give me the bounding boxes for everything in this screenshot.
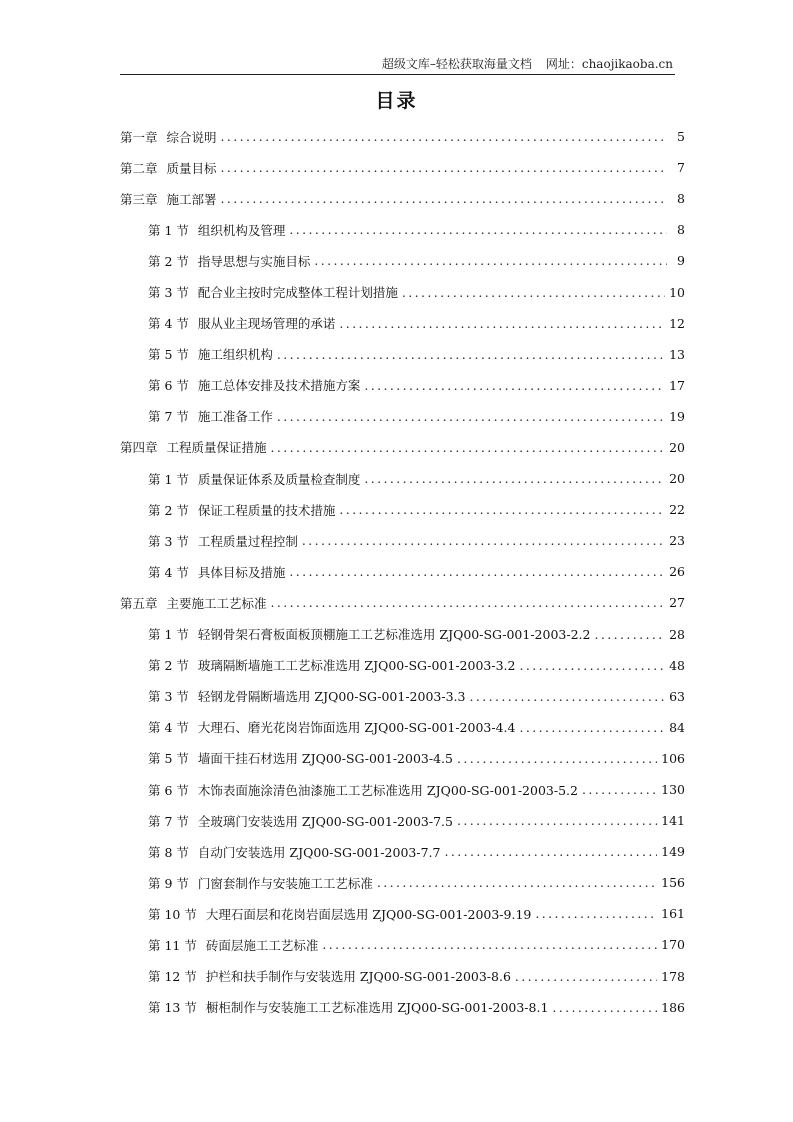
toc-section-row[interactable]: [120, 370, 685, 401]
toc-entry-label: [120, 594, 267, 612]
toc-chapter-row[interactable]: [120, 121, 685, 152]
toc-dot-leader: [535, 906, 657, 921]
toc-section-row[interactable]: [120, 712, 685, 743]
toc-entry-title: 砖面层施工工艺标准: [205, 937, 319, 953]
toc-dot-leader: [277, 409, 665, 424]
toc-dot-leader: [322, 937, 657, 952]
toc-page-number: 63: [669, 688, 685, 704]
toc-entry-title: 具体目标及措施: [197, 564, 286, 580]
toc-dot-leader: [289, 564, 665, 579]
toc-page-number: 23: [669, 533, 685, 549]
toc-entry-label: [148, 563, 285, 581]
toc-entry-label: [148, 376, 360, 394]
toc-page-number: 19: [669, 408, 685, 424]
table-of-contents: [120, 121, 685, 1023]
toc-entry-number: 第 2 节: [148, 253, 189, 269]
toc-page-number: 130: [661, 782, 685, 798]
toc-section-row[interactable]: [120, 463, 685, 494]
toc-entry-label: [148, 687, 465, 705]
toc-entry-number: 第 4 节: [148, 720, 189, 736]
toc-dot-leader: [271, 440, 666, 455]
toc-entry-number: 第 3 节: [148, 285, 189, 301]
toc-entry-title: 工程质量保证措施: [166, 440, 267, 456]
toc-entry-title: 橱柜制作与安装施工工艺标准选用 ZJQ00-SG-001-2003-8.1: [205, 1000, 549, 1016]
toc-section-row[interactable]: [120, 961, 685, 992]
toc-entry-title: 配合业主按时完成整体工程计划措施: [197, 285, 398, 301]
toc-entry-title: 木饰表面施涂清色油漆施工工艺标准选用 ZJQ00-SG-001-2003-5.2: [197, 782, 578, 798]
toc-entry-title: 施工组织机构: [197, 347, 273, 363]
toc-section-row[interactable]: [120, 556, 685, 587]
toc-entry-label: [148, 967, 511, 985]
toc-entry-title: 大理石面层和花岗岩面层选用 ZJQ00-SG-001-2003-9.19: [205, 906, 532, 922]
toc-entry-number: 第 8 节: [148, 844, 189, 860]
toc-dot-leader: [221, 129, 667, 144]
toc-entry-title: 综合说明: [166, 129, 217, 145]
toc-dot-leader: [221, 191, 667, 206]
header-site-text: 网址：chaojikaoba.cn: [545, 57, 673, 71]
toc-entry-label: [148, 532, 298, 550]
toc-entry-label: [148, 843, 440, 861]
toc-page-number: 48: [669, 657, 685, 673]
toc-entry-number: 第 4 节: [148, 316, 189, 332]
toc-entry-number: 第 6 节: [148, 782, 189, 798]
toc-entry-label: [148, 283, 398, 301]
toc-section-row[interactable]: [120, 339, 685, 370]
toc-entry-number: 第 1 节: [148, 627, 189, 643]
toc-entry-label: [148, 252, 310, 270]
toc-dot-leader: [364, 378, 665, 393]
toc-entry-number: 第 3 节: [148, 533, 189, 549]
page-title: 目录: [375, 90, 418, 112]
toc-dot-leader: [271, 595, 666, 610]
toc-dot-leader: [457, 751, 657, 766]
toc-chapter-row[interactable]: [120, 587, 685, 618]
toc-entry-number: 第 11 节: [148, 937, 197, 953]
toc-entry-label: [148, 905, 531, 923]
toc-entry-title: 轻钢龙骨隔断墙选用 ZJQ00-SG-001-2003-3.3: [197, 689, 466, 705]
toc-page-number: 5: [677, 129, 685, 145]
toc-entry-title: 大理石、磨光花岗岩饰面选用 ZJQ00-SG-001-2003-4.4: [197, 720, 516, 736]
toc-entry-number: 第 13 节: [148, 1000, 197, 1016]
toc-entry-label: [148, 501, 335, 519]
toc-page-number: 20: [669, 439, 685, 455]
toc-dot-leader: [402, 285, 665, 300]
toc-entry-number: 第 10 节: [148, 906, 197, 922]
toc-dot-leader: [444, 844, 657, 859]
toc-section-row[interactable]: [120, 743, 685, 774]
toc-entry-number: 第三章: [120, 191, 158, 207]
toc-entry-label: [148, 874, 373, 892]
toc-entry-label: [120, 438, 267, 456]
toc-section-row[interactable]: [120, 525, 685, 556]
toc-page-number: 28: [669, 626, 685, 642]
toc-section-row[interactable]: [120, 929, 685, 960]
toc-entry-number: 第 1 节: [148, 222, 189, 238]
toc-page-number: 7: [677, 160, 685, 176]
toc-section-row[interactable]: [120, 867, 685, 898]
toc-dot-leader: [515, 969, 657, 984]
toc-entry-title: 墙面干挂石材选用 ZJQ00-SG-001-2003-4.5: [197, 751, 453, 767]
header-divider: [120, 74, 675, 75]
toc-page-number: 22: [669, 502, 685, 518]
toc-entry-number: 第 2 节: [148, 658, 189, 674]
toc-dot-leader: [339, 502, 665, 517]
toc-entry-label: [148, 656, 515, 674]
toc-section-row[interactable]: [120, 898, 685, 929]
toc-dot-leader: [277, 347, 665, 362]
toc-dot-leader: [552, 1000, 657, 1015]
toc-entry-label: [120, 190, 217, 208]
toc-entry-title: 自动门安装选用 ZJQ00-SG-001-2003-7.7: [197, 844, 441, 860]
toc-entry-label: [148, 749, 453, 767]
toc-dot-leader: [519, 658, 665, 673]
toc-section-row[interactable]: [120, 836, 685, 867]
toc-section-row[interactable]: [120, 308, 685, 339]
toc-entry-title: 质量保证体系及质量检查制度: [197, 471, 361, 487]
toc-dot-leader: [221, 160, 667, 175]
toc-page-number: 186: [661, 999, 685, 1015]
toc-dot-leader: [457, 813, 657, 828]
toc-entry-number: 第一章: [120, 129, 158, 145]
toc-entry-title: 玻璃隔断墙施工工艺标准选用 ZJQ00-SG-001-2003-3.2: [197, 658, 516, 674]
toc-entry-number: 第 5 节: [148, 347, 189, 363]
toc-dot-leader: [314, 253, 667, 268]
toc-entry-number: 第 7 节: [148, 409, 189, 425]
toc-dot-leader: [289, 222, 667, 237]
toc-dot-leader: [364, 471, 665, 486]
toc-entry-title: 施工部署: [166, 191, 217, 207]
toc-entry-label: [148, 625, 590, 643]
toc-section-row[interactable]: [120, 401, 685, 432]
toc-entry-title: 门窗套制作与安装施工工艺标准: [197, 875, 373, 891]
toc-section-row[interactable]: [120, 650, 685, 681]
toc-section-row[interactable]: [120, 619, 685, 650]
toc-section-row[interactable]: [120, 214, 685, 245]
toc-entry-number: 第 4 节: [148, 564, 189, 580]
toc-entry-title: 保证工程质量的技术措施: [197, 502, 336, 518]
toc-entry-number: 第二章: [120, 160, 158, 176]
toc-entry-title: 质量目标: [166, 160, 217, 176]
toc-page-number: 141: [661, 813, 685, 829]
toc-entry-title: 护栏和扶手制作与安装选用 ZJQ00-SG-001-2003-8.6: [205, 969, 511, 985]
toc-page-number: 9: [677, 253, 685, 269]
toc-section-row[interactable]: [120, 805, 685, 836]
toc-entry-number: 第 9 节: [148, 875, 189, 891]
toc-dot-leader: [582, 782, 657, 797]
toc-entry-number: 第 12 节: [148, 969, 197, 985]
toc-entry-title: 施工准备工作: [197, 409, 273, 425]
toc-entry-title: 施工总体安排及技术措施方案: [197, 378, 361, 394]
toc-page-number: 8: [677, 222, 685, 238]
toc-entry-label: [148, 812, 453, 830]
toc-entry-label: [148, 936, 318, 954]
toc-entry-number: 第 5 节: [148, 751, 189, 767]
toc-dot-leader: [594, 627, 665, 642]
toc-dot-leader: [302, 533, 665, 548]
toc-entry-label: [148, 345, 273, 363]
toc-page-number: 20: [669, 471, 685, 487]
toc-entry-label: [148, 998, 548, 1016]
toc-entry-title: 全玻璃门安装选用 ZJQ00-SG-001-2003-7.5: [197, 813, 453, 829]
toc-entry-title: 工程质量过程控制: [197, 533, 298, 549]
toc-entry-number: 第 2 节: [148, 502, 189, 518]
toc-entry-label: [120, 128, 217, 146]
toc-section-row[interactable]: [120, 245, 685, 276]
toc-entry-label: [148, 407, 273, 425]
toc-page-number: 170: [661, 937, 685, 953]
toc-dot-leader: [377, 875, 657, 890]
toc-page-number: 161: [661, 906, 685, 922]
toc-entry-number: 第 6 节: [148, 378, 189, 394]
toc-chapter-row[interactable]: [120, 152, 685, 183]
toc-page-number: 13: [669, 346, 685, 362]
toc-entry-label: [148, 470, 360, 488]
toc-entry-title: 主要施工工艺标准: [166, 595, 267, 611]
toc-entry-title: 服从业主现场管理的承诺: [197, 316, 336, 332]
toc-dot-leader: [339, 316, 665, 331]
toc-page-number: 8: [677, 191, 685, 207]
toc-section-row[interactable]: [120, 992, 685, 1023]
toc-page-number: 178: [661, 968, 685, 984]
toc-dot-leader: [469, 689, 665, 704]
toc-entry-number: 第 7 节: [148, 813, 189, 829]
toc-entry-label: [148, 221, 285, 239]
toc-page-number: 84: [669, 719, 685, 735]
toc-entry-label: [148, 314, 335, 332]
toc-page-number: 12: [669, 315, 685, 331]
toc-entry-title: 组织机构及管理: [197, 222, 286, 238]
toc-section-row[interactable]: [120, 494, 685, 525]
toc-entry-number: 第 1 节: [148, 471, 189, 487]
toc-page-number: 10: [669, 284, 685, 300]
toc-entry-label: [148, 718, 515, 736]
toc-chapter-row[interactable]: [120, 432, 685, 463]
toc-entry-label: [120, 159, 217, 177]
toc-entry-number: 第五章: [120, 595, 158, 611]
toc-page-number: 149: [661, 844, 685, 860]
toc-section-row[interactable]: [120, 774, 685, 805]
toc-entry-label: [148, 781, 578, 799]
toc-section-row[interactable]: [120, 276, 685, 307]
toc-page-number: 27: [669, 595, 685, 611]
toc-dot-leader: [519, 720, 665, 735]
toc-page-number: 156: [661, 875, 685, 891]
header-library-text: 超级文库–轻松获取海量文档: [381, 57, 532, 71]
toc-section-row[interactable]: [120, 681, 685, 712]
toc-page-number: 106: [661, 750, 685, 766]
toc-entry-title: 指导思想与实施目标: [197, 253, 311, 269]
toc-page-number: 17: [669, 377, 685, 393]
page-header: [120, 56, 673, 72]
toc-chapter-row[interactable]: [120, 183, 685, 214]
toc-page-number: 26: [669, 564, 685, 580]
toc-entry-number: 第 3 节: [148, 689, 189, 705]
toc-entry-number: 第四章: [120, 440, 158, 456]
toc-entry-title: 轻钢骨架石膏板面板顶棚施工工艺标准选用 ZJQ00-SG-001-2003-2.2: [197, 627, 591, 643]
